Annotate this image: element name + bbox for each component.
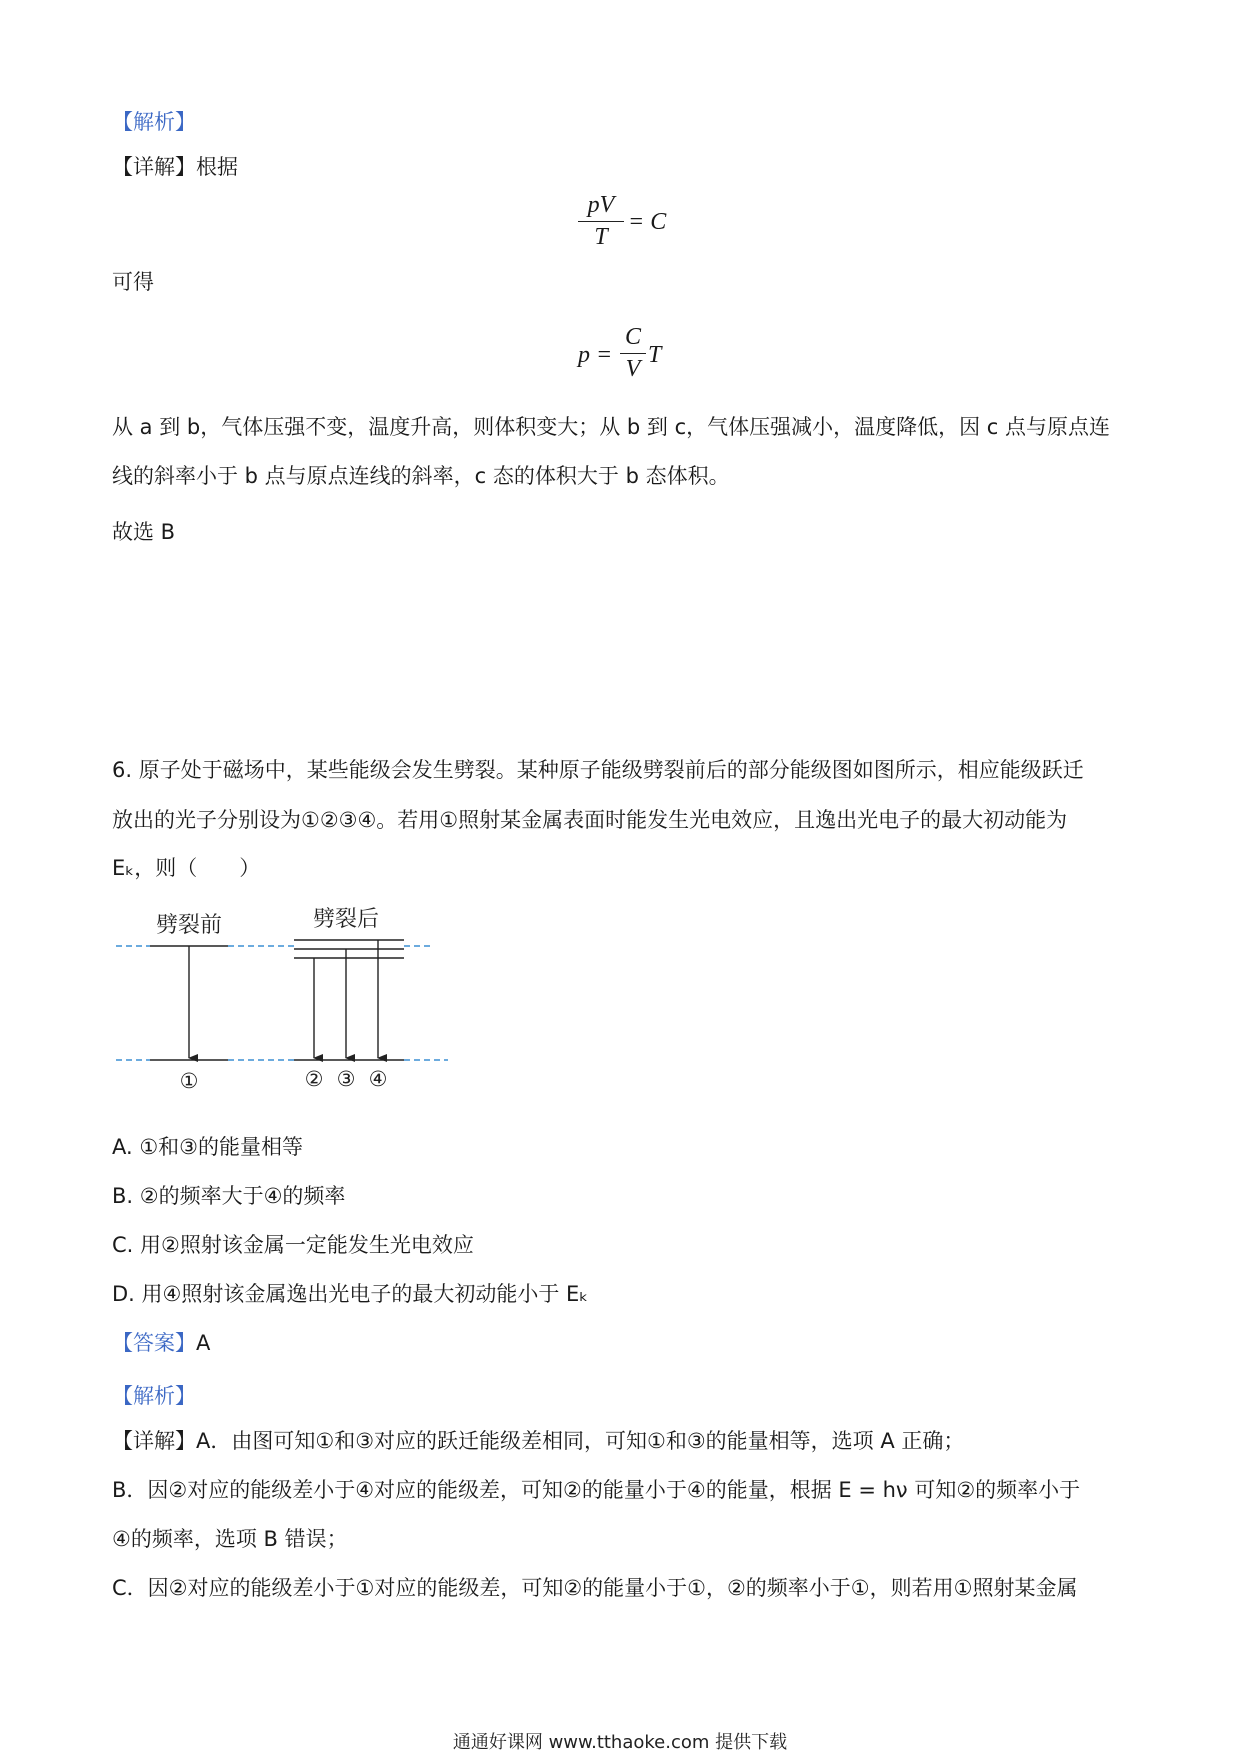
after-label: 劈裂后	[312, 907, 380, 932]
detail-b-line2: ④的频率，选项 B 错误；	[112, 1527, 348, 1551]
option-a: A. ①和③的能量相等	[112, 1135, 303, 1159]
eq1-numerator: pV	[587, 192, 615, 218]
detail-intro: 根据	[196, 155, 238, 179]
detail-b-line1: B．因②对应的能级差小于④对应的能级差，可知②的能量小于④的能量，根据 E = hν 可知②的频率小于	[112, 1478, 1081, 1502]
eq2-numerator: C	[624, 324, 641, 350]
photon-label-3: ③	[336, 1067, 356, 1091]
kede-line: 可得	[112, 270, 154, 294]
detail-a-line	[112, 1429, 964, 1454]
footer-credit: 通通好课网 www.tthaoke.com 提供下载	[452, 1732, 788, 1753]
eq2-rhs: T	[648, 342, 662, 368]
q6-line2: 放出的光子分别设为①②③④。若用①照射某金属表面时能发生光电效应，且逸出光电子的最大初动能为	[112, 808, 1068, 832]
analysis-tag-2: 【解析】	[112, 1384, 196, 1408]
conclusion-line: 故选 B	[112, 520, 176, 544]
option-b: B. ②的频率大于④的频率	[112, 1184, 346, 1208]
detail-tag-2: 【详解】	[112, 1429, 196, 1453]
eq2-fraction-bar	[620, 353, 646, 354]
q6-line1: 6. 原子处于磁场中，某些能级会发生劈裂。某种原子能级劈裂前后的部分能级图如图所示，相应能级跃迁	[112, 758, 1084, 782]
detail-tag-1: 【详解】	[112, 155, 196, 179]
eq1-rhs: = C	[628, 209, 667, 235]
eq1-denominator: T	[594, 224, 608, 250]
eq1-fraction-bar	[578, 221, 624, 222]
photon-label-2: ②	[304, 1067, 324, 1091]
energy-level-diagram	[108, 898, 448, 1098]
q6-line3: Eₖ，则（ ）	[112, 856, 261, 880]
para1-line1: 从 a 到 b，气体压强不变，温度升高，则体积变大；从 b 到 c，气体压强减小，温度降低，因 c 点与原点连	[112, 415, 1111, 439]
detail-a: A．由图可知①和③对应的跃迁能级差相同，可知①和③的能量相等，选项 A 正确；	[196, 1429, 965, 1453]
photon-label-1: ①	[179, 1069, 199, 1093]
equation-2-fraction	[620, 324, 646, 383]
detail-c-line1: C．因②对应的能级差小于①对应的能级差，可知②的能量小于①，②的频率小于①，则若用①照射某金属	[112, 1576, 1078, 1600]
analysis-tag-1: 【解析】	[112, 110, 196, 134]
before-label: 劈裂前	[155, 913, 223, 938]
answer-tag: 【答案】	[112, 1331, 196, 1355]
answer-value: A	[196, 1331, 211, 1355]
photon-label-4: ④	[368, 1067, 388, 1091]
answer-line	[112, 1331, 210, 1356]
option-c: C. 用②照射该金属一定能发生光电效应	[112, 1233, 474, 1257]
option-d: D. 用④照射该金属逸出光电子的最大初动能小于 Eₖ	[112, 1282, 589, 1306]
para1-line2: 线的斜率小于 b 点与原点连线的斜率，c 态的体积大于 b 态体积。	[112, 464, 730, 488]
equation-1-fraction	[578, 192, 624, 251]
detail-intro-line	[112, 155, 238, 180]
eq2-denominator: V	[625, 356, 641, 382]
eq2-lhs: p =	[578, 342, 613, 368]
